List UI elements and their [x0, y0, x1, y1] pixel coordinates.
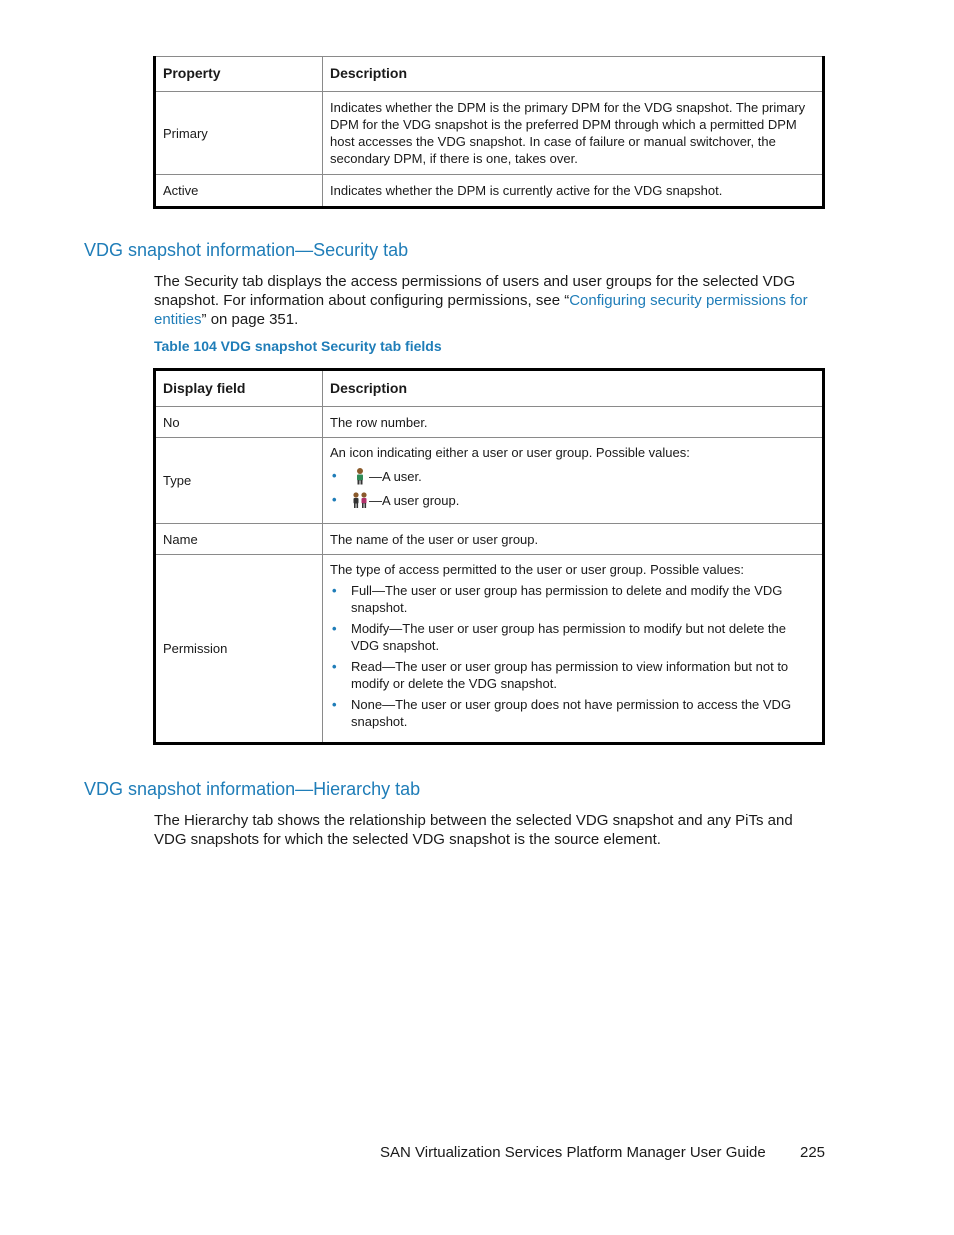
- security-fields-table: [153, 368, 825, 745]
- page-number: 225: [800, 1144, 826, 1161]
- table-row: [155, 92, 824, 175]
- table-header-row: [155, 57, 824, 92]
- table-cell-description: [323, 438, 824, 524]
- table-cell-field: Name: [155, 524, 323, 555]
- table-row: [155, 524, 824, 555]
- column-header-property: Property: [155, 57, 323, 92]
- footer-title: SAN Virtualization Services Platform Manager User Guide: [380, 1144, 766, 1161]
- list-item: [330, 620, 815, 654]
- table-cell-description: The name of the user or user group.: [323, 524, 824, 555]
- table-cell-field: Type: [155, 438, 323, 524]
- table-row: [155, 555, 824, 744]
- permission-value: Modify—The user or user group has permission to modify but not delete the VDG snapshot.: [351, 621, 786, 653]
- list-item: [330, 696, 815, 730]
- table-row: [155, 175, 824, 208]
- permission-list: [330, 582, 815, 730]
- table-cell-description: Indicates whether the DPM is the primary DPM for the VDG snapshot. The primary DPM for the VDG snapshot is the preferred DPM through which a permitted DPM host accesses the VDG snapshot. In case of failure or manual switchover, the secondary DPM, if there is one, takes over.: [323, 92, 824, 175]
- table-cell-field: Permission: [155, 555, 323, 744]
- table-cell-description: Indicates whether the DPM is currently active for the VDG snapshot.: [323, 175, 824, 208]
- permission-value: Full—The user or user group has permission to delete and modify the VDG snapshot.: [351, 583, 783, 615]
- user-icon: [351, 467, 369, 485]
- paragraph-text: ” on page 351.: [201, 311, 299, 328]
- permission-value: None—The user or user group does not have permission to access the VDG snapshot.: [351, 697, 792, 729]
- bullet: •: [332, 468, 337, 483]
- permission-intro: The type of access permitted to the user or user group. Possible values:: [330, 562, 745, 577]
- table-row: [155, 438, 824, 524]
- table-cell-property: Active: [155, 175, 323, 208]
- security-intro-paragraph: [154, 272, 826, 329]
- type-intro: An icon indicating either a user or user group. Possible values:: [330, 445, 690, 460]
- section-heading-hierarchy: VDG snapshot information—Hierarchy tab: [84, 779, 421, 799]
- column-header-display-field: Display field: [155, 370, 323, 407]
- table-row: [155, 407, 824, 438]
- permission-value: Read—The user or user group has permission to view information but not to modify or delete the VDG snapshot.: [351, 659, 789, 691]
- bullet: •: [332, 492, 337, 507]
- section-heading-security: VDG snapshot information—Security tab: [84, 240, 409, 260]
- list-item: [330, 491, 815, 509]
- bullet: •: [332, 621, 337, 636]
- cross-reference-link[interactable]: Configuring security permissions for entities: [154, 292, 808, 328]
- column-header-description: Description: [323, 370, 824, 407]
- bullet: •: [332, 659, 337, 674]
- column-header-description: Description: [323, 57, 824, 92]
- bullet: •: [332, 697, 337, 712]
- page-footer: [380, 1144, 826, 1161]
- hierarchy-paragraph: The Hierarchy tab shows the relationship between the selected VDG snapshot and any PiTs and VDG snapshots for which the selected VDG snapshot is the source element.: [154, 812, 793, 848]
- list-item: [330, 582, 815, 616]
- list-item: [330, 658, 815, 692]
- table-cell-description: [323, 555, 824, 744]
- property-table: [153, 56, 825, 209]
- table-header-row: [155, 370, 824, 407]
- paragraph-text: The Security tab displays the access permissions of users and user groups for the selected VDG snapshot. For information about configuring permissions, see “: [154, 273, 796, 309]
- type-user-text: —A user.: [369, 468, 422, 484]
- table-cell-description: The row number.: [323, 407, 824, 438]
- table-cell-property: Primary: [155, 92, 323, 175]
- list-item: [330, 467, 815, 485]
- bullet: •: [332, 583, 337, 598]
- table-cell-field: No: [155, 407, 323, 438]
- type-group-text: —A user group.: [369, 492, 460, 508]
- user-group-icon: [351, 491, 369, 509]
- table-caption: Table 104 VDG snapshot Security tab fields: [154, 338, 442, 354]
